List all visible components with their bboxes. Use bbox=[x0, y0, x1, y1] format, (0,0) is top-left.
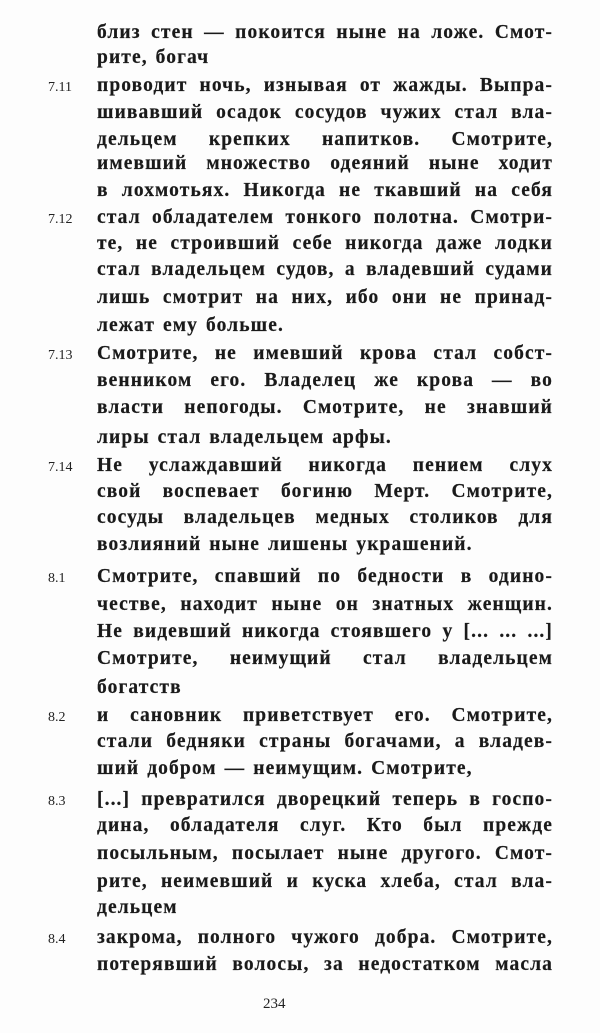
text-line: и сановник приветствует его. Смотрите, bbox=[97, 705, 553, 726]
text-line: рите, богач bbox=[97, 47, 210, 68]
text-line: венником его. Владелец же крова — во bbox=[97, 370, 553, 391]
text-line: лишь смотрит на них, ибо они не принад- bbox=[97, 287, 553, 308]
text-line: посыльным, посылает ныне другого. Смот- bbox=[97, 843, 553, 864]
verse-number: 7.13 bbox=[48, 348, 73, 363]
text-line: свой воспевает богиню Мерт. Смотрите, bbox=[97, 481, 553, 502]
text-line: честве, находит ныне он знатных женщин. bbox=[97, 594, 553, 615]
text-line: близ стен — покоится ныне на ложе. Смот- bbox=[97, 22, 553, 43]
page-number: 234 bbox=[263, 996, 286, 1012]
text-line: сосуды владельцев медных столиков для bbox=[97, 507, 553, 528]
text-line: [...] превратился дворецкий теперь в госпо- bbox=[97, 789, 553, 810]
text-line: дина, обладателя слуг. Кто был прежде bbox=[97, 815, 553, 836]
text-line: стали бедняки страны богачами, а владев- bbox=[97, 731, 553, 752]
text-line: имевший множество одеяний ныне ходит bbox=[97, 153, 553, 174]
verse-number: 7.14 bbox=[48, 460, 73, 475]
verse-number: 8.2 bbox=[48, 710, 66, 725]
text-line: Смотрите, спавший по бедности в одино- bbox=[97, 566, 553, 587]
text-line: богатств bbox=[97, 677, 182, 698]
text-line: стал владельцем судов, а владевший судами bbox=[97, 259, 553, 280]
text-line: шивавший осадок сосудов чужих стал вла- bbox=[97, 102, 553, 123]
text-line: Смотрите, не имевший крова стал собст- bbox=[97, 343, 553, 364]
text-line: дельцем крепких напитков. Смотрите, bbox=[97, 129, 553, 150]
text-line: потерявший волосы, за недостатком масла bbox=[97, 954, 553, 975]
verse-number: 8.1 bbox=[48, 571, 66, 586]
text-line: дельцем bbox=[97, 897, 178, 918]
text-line: Не видевший никогда стоявшего у [... ... ...] bbox=[97, 621, 553, 642]
text-line: Смотрите, неимущий стал владельцем bbox=[97, 648, 553, 669]
text-line: Не услаждавший никогда пением слух bbox=[97, 455, 553, 476]
text-line: рите, неимевший и куска хлеба, стал вла- bbox=[97, 871, 553, 892]
text-line: лиры стал владельцем арфы. bbox=[97, 427, 392, 448]
text-line: лежат ему больше. bbox=[97, 315, 284, 336]
text-line: проводит ночь, изнывая от жажды. Выпра- bbox=[97, 75, 553, 96]
verse-number: 8.3 bbox=[48, 794, 66, 809]
text-line: стал обладателем тонкого полотна. Смотри- bbox=[97, 207, 553, 228]
text-line: ший добром — неимущим. Смотрите, bbox=[97, 758, 473, 779]
text-line: закрома, полного чужого добра. Смотрите, bbox=[97, 927, 553, 948]
text-line: возлияний ныне лишены украшений. bbox=[97, 534, 473, 555]
text-line: власти непогоды. Смотрите, не знавший bbox=[97, 397, 553, 418]
text-line: в лохмотьях. Никогда не ткавший на себя bbox=[97, 180, 553, 201]
verse-number: 7.11 bbox=[48, 80, 72, 95]
verse-number: 7.12 bbox=[48, 212, 73, 227]
text-line: те, не строивший себе никогда даже лодки bbox=[97, 233, 553, 254]
verse-number: 8.4 bbox=[48, 932, 66, 947]
